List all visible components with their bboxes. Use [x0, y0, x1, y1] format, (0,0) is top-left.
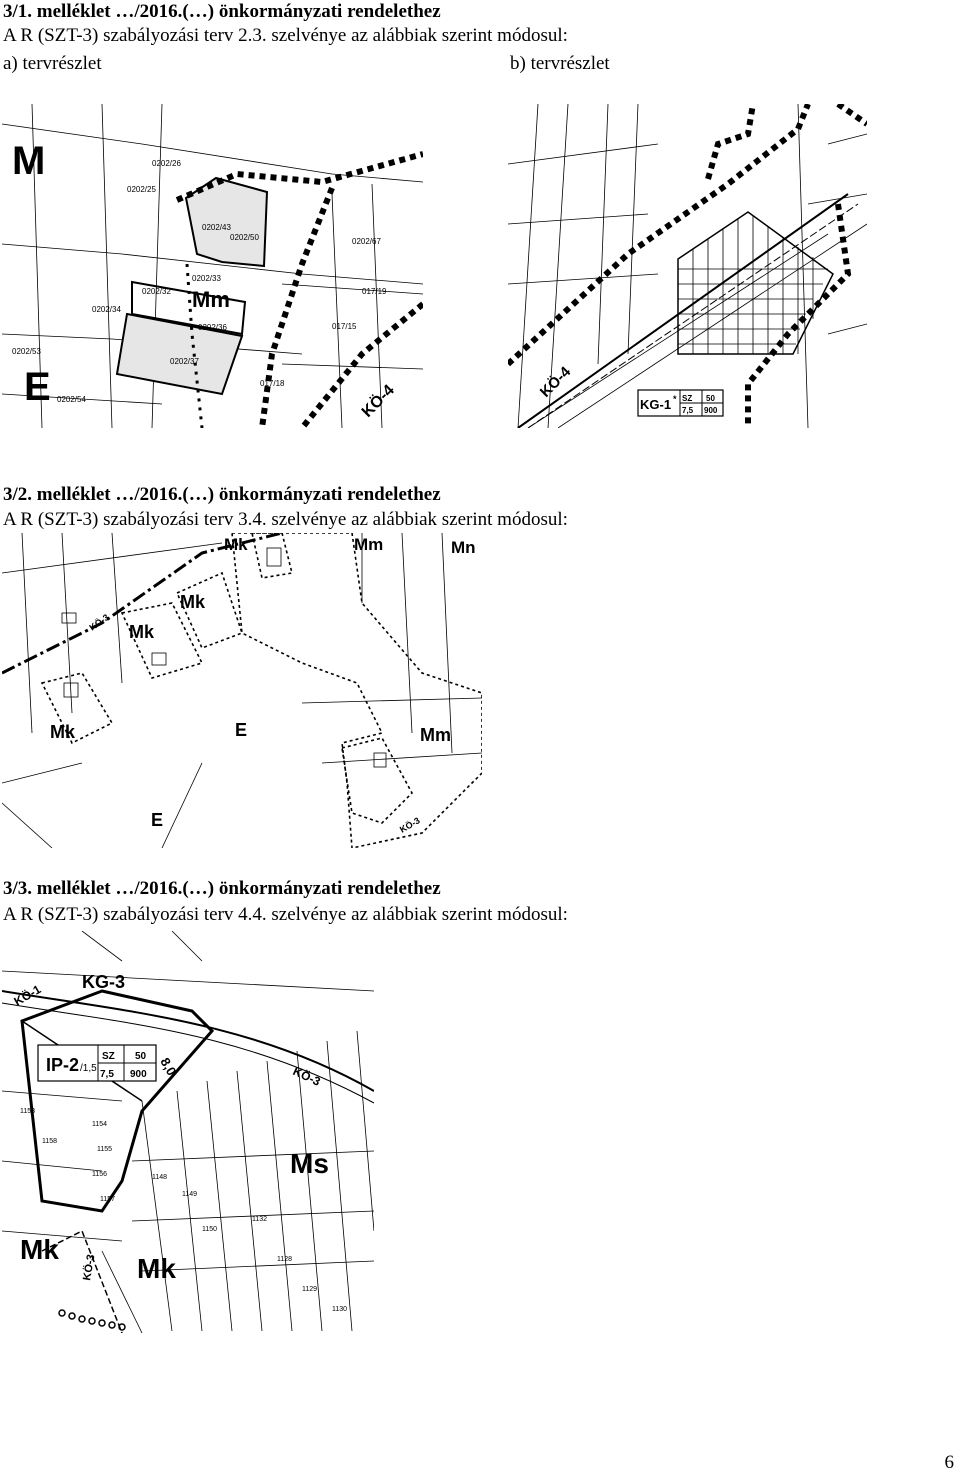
map-a-drawing	[2, 104, 423, 428]
table-cell: 50	[135, 1051, 147, 1062]
road-ko4-b: KÖ-4	[536, 363, 575, 401]
zone-kg3: KG-3	[82, 972, 126, 992]
zone-mk: Mk	[180, 592, 206, 612]
parcel-label: 0202/37	[170, 357, 199, 366]
parcel-label: 1129	[302, 1286, 318, 1293]
label-b: b) tervrészlet	[510, 53, 610, 74]
parcel-label: 1157	[100, 1196, 116, 1203]
parcel-label: 0202/43	[202, 223, 231, 232]
parcel-label: 0202/54	[57, 395, 86, 404]
parcel-label: 017/18	[260, 379, 285, 388]
parcel-label: 0202/26	[152, 159, 181, 168]
parcel-label: 1158	[42, 1138, 58, 1145]
parcel-label: 1132	[252, 1216, 268, 1223]
map-3-4	[2, 533, 482, 848]
parcel-label: 1155	[97, 1146, 113, 1153]
table-cell: 50	[706, 394, 715, 403]
parcel-label: 0202/50	[230, 233, 259, 242]
parcel-label: 1130	[332, 1306, 348, 1313]
parcel-label: 0202/53	[12, 347, 41, 356]
zone-ip2: IP-2	[46, 1055, 80, 1075]
subheading-3-2: A R (SZT-3) szabályozási terv 3.4. szelvénye az alábbiak szerint módosul:	[3, 509, 568, 530]
zone-mn: Mn	[451, 538, 476, 557]
road-ko3: KÖ-3	[398, 815, 422, 835]
table-cell: 7,5	[100, 1069, 114, 1080]
zone-mk: Mk	[224, 535, 248, 554]
zone-mk: Mk	[137, 1253, 176, 1284]
zone-kg1: KG-1	[640, 397, 672, 412]
parcel-label: 1128	[277, 1256, 293, 1263]
table-cell: SZ	[102, 1051, 115, 1062]
zone-mm: Mm	[192, 287, 230, 312]
parcel-label: 1154	[92, 1121, 108, 1128]
zone-ip2-ratio: /1,5	[80, 1063, 97, 1074]
table-cell: 7,5	[682, 406, 694, 415]
parcel-label: 1156	[92, 1171, 108, 1178]
zone-e: E	[151, 810, 164, 830]
zone-mk: Mk	[20, 1234, 59, 1265]
road-ko1: KÖ-1	[11, 982, 44, 1009]
table-cell: 900	[704, 406, 718, 415]
table-cell: SZ	[682, 394, 693, 403]
parcel-label: 1150	[202, 1226, 218, 1233]
map-3-4-drawing	[2, 533, 482, 848]
map-2-3-b	[508, 104, 867, 428]
zone-e: E	[24, 365, 51, 409]
map-4-4	[2, 931, 374, 1333]
parcel-label: 1148	[152, 1174, 168, 1181]
map-4-4-drawing	[2, 931, 374, 1333]
label-a: a) tervrészlet	[3, 53, 102, 74]
table-cell: 900	[130, 1069, 147, 1080]
zone-e: E	[235, 720, 248, 740]
map-2-3-a	[2, 104, 423, 428]
parcel-label: 0202/34	[92, 305, 121, 314]
page-number: 6	[944, 1452, 954, 1473]
dimension-label: 8,0	[157, 1055, 180, 1079]
road-ko4-a: KÖ-4	[358, 381, 398, 421]
zone-mm: Mm	[354, 535, 384, 554]
subheading-3-1: A R (SZT-3) szabályozási terv 2.3. szelvénye az alábbiak szerint módosul:	[3, 25, 568, 46]
road-ko3: KÖ-3	[87, 612, 111, 633]
parcel-label: 0202/36	[198, 323, 227, 332]
parcel-label: 017/19	[362, 287, 387, 296]
map-b-drawing	[508, 104, 867, 428]
parcel-label: 0202/33	[192, 274, 221, 283]
zone-ms: Ms	[290, 1148, 329, 1179]
parcel-label: 0202/67	[352, 237, 381, 246]
parcel-label: 1149	[182, 1191, 198, 1198]
heading-3-1: 3/1. melléklet …/2016.(…) önkormányzati rendelethez	[3, 1, 441, 22]
parcel-label: 1153	[20, 1108, 36, 1115]
road-ko3: KÖ-3	[81, 1253, 98, 1282]
road-ko3: KÖ-3	[290, 1064, 323, 1089]
parcel-label: 0202/32	[142, 287, 171, 296]
zone-mk: Mk	[129, 622, 155, 642]
zone-kg1-sup: *	[673, 394, 677, 404]
zone-mm: Mm	[420, 725, 451, 745]
parcel-label: 017/15	[332, 322, 357, 331]
parcel-label: 0202/25	[127, 185, 156, 194]
subheading-3-3: A R (SZT-3) szabályozási terv 4.4. szelvénye az alábbiak szerint módosul:	[3, 904, 568, 925]
heading-3-3: 3/3. melléklet …/2016.(…) önkormányzati rendelethez	[3, 878, 441, 899]
heading-3-2: 3/2. melléklet …/2016.(…) önkormányzati rendelethez	[3, 484, 441, 505]
zone-mk: Mk	[50, 722, 76, 742]
zone-m: M	[12, 139, 46, 183]
